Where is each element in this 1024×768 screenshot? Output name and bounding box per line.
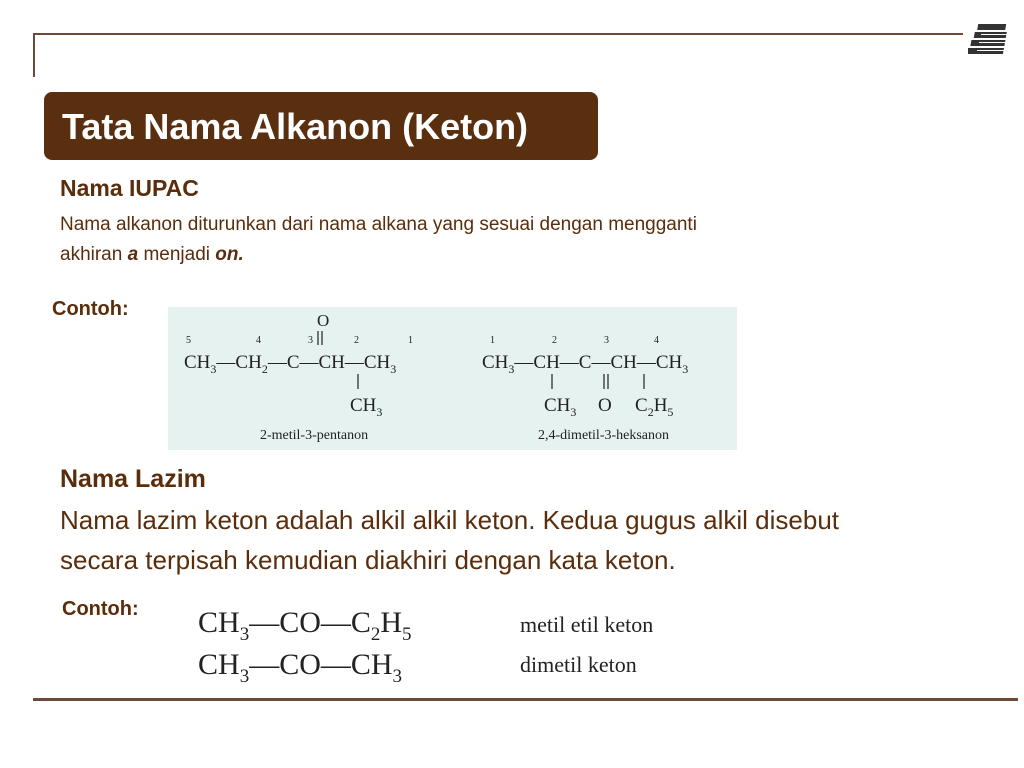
lazim-text-line2: secara terpisah kemudian diakhiri dengan kata keton. — [60, 545, 676, 575]
ex1-oxygen: O — [317, 311, 330, 330]
lazim-heading: Nama Lazim — [60, 465, 206, 493]
ex1-num-2: 2 — [354, 335, 359, 346]
example-label-lazim: Contoh: — [62, 598, 139, 620]
example2-structure — [482, 335, 688, 443]
lazim-text-line1: Nama lazim keton adalah alkil alkil keton. Kedua gugus alkil disebut — [60, 505, 839, 535]
iupac-text-line1: Nama alkanon diturunkan dari nama alkana yang sesuai dengan mengganti — [60, 214, 697, 235]
lazim-description — [60, 500, 1000, 580]
iupac-text-line2-mid: menjadi — [138, 244, 216, 265]
example1-structure — [184, 311, 413, 443]
ex1-branch: $CH_3$ — [350, 395, 383, 419]
example-label-iupac: Contoh: — [52, 298, 129, 320]
ex1-num-1: 1 — [408, 335, 413, 346]
iupac-description — [60, 210, 960, 270]
ex2-num-1: 1 — [490, 335, 495, 346]
ex2-num-2: 2 — [552, 335, 557, 346]
iupac-text-line2-pre: akhiran — [60, 244, 128, 265]
ex2-formula: $CH_3—CH—C—CH—CH_3$ — [482, 352, 689, 376]
ex1-num-5: 5 — [186, 335, 191, 346]
books-logo-icon — [968, 14, 1014, 60]
ex2-name: 2,4-dimetil-3-heksanon — [538, 428, 670, 443]
suffix-a: a — [127, 244, 139, 265]
ex1-formula: $CH_3—CH_2—C—CH—CH_3$ — [184, 352, 397, 376]
ex1-name: 2-metil-3-pentanon — [260, 428, 369, 443]
ex2-branch-o: O — [598, 395, 612, 416]
lazim-name-1: metil etil keton — [520, 612, 654, 637]
iupac-example-image — [168, 307, 737, 450]
frame-bottom-line — [33, 698, 1018, 701]
ex2-branch-c2h5: $C_2H_5$ — [635, 395, 674, 419]
suffix-on: on. — [215, 244, 244, 265]
lazim-formula-2: $CH_3—CO—CH_3$ — [198, 648, 403, 687]
ex2-num-3: 3 — [604, 335, 609, 346]
ex2-num-4: 4 — [654, 335, 659, 346]
ex1-num-4: 4 — [256, 335, 261, 346]
lazim-examples — [190, 594, 750, 694]
iupac-heading: Nama IUPAC — [60, 175, 199, 201]
frame-top-line — [33, 33, 963, 35]
slide-title: Tata Nama Alkanon (Keton) — [62, 106, 529, 147]
ex2-branch-ch3: $CH_3$ — [544, 395, 577, 419]
frame-left-line — [33, 33, 35, 77]
ex1-num-3: 3 — [308, 335, 313, 346]
lazim-formula-1: $CH_3—CO—C_2H_5$ — [198, 606, 412, 645]
lazim-name-2: dimetil keton — [520, 652, 637, 677]
